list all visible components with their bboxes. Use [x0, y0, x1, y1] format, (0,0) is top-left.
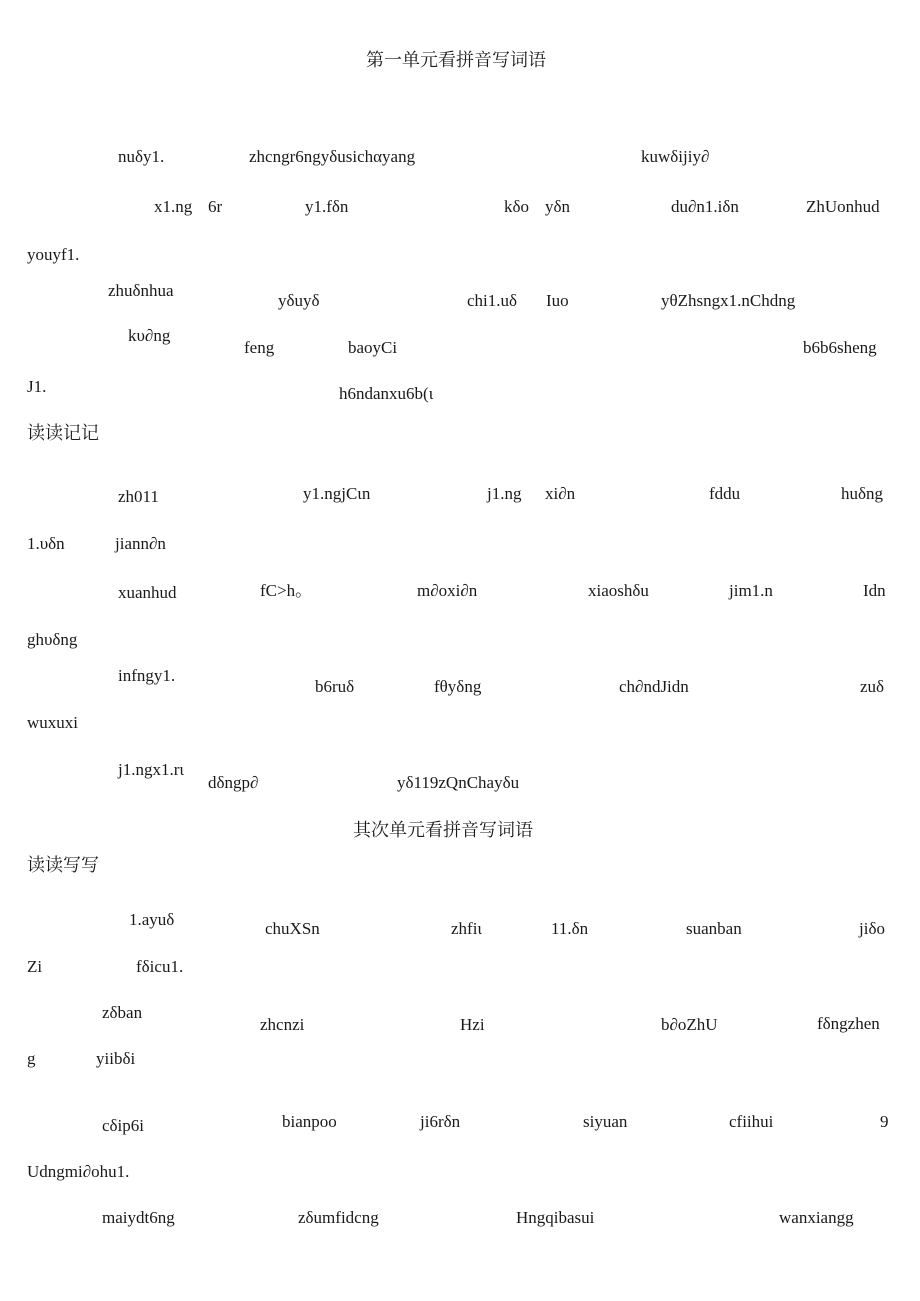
- unit2-title: 其次单元看拼音写词语: [353, 820, 533, 840]
- pinyin-word: wuxuxi: [27, 713, 78, 732]
- unit1-title: 第一单元看拼音写词语: [366, 50, 546, 70]
- pinyin-word: zhcngr6ngyδusichαyang: [249, 147, 416, 166]
- pinyin-word: yθZhsngx1.nChdng: [661, 291, 796, 310]
- pinyin-word: 11.δn: [551, 919, 589, 938]
- pinyin-word: 1.ayuδ: [129, 910, 175, 929]
- pinyin-word: zδumfidcng: [298, 1208, 379, 1227]
- pinyin-word: zuδ: [860, 677, 885, 696]
- section-header-read: 读读记记: [27, 423, 99, 443]
- pinyin-word: y1.ngjCιn: [303, 484, 371, 503]
- pinyin-word: infngy1.: [118, 666, 176, 685]
- pinyin-word: jiδo: [859, 919, 885, 938]
- pinyin-word: Iuo: [546, 291, 569, 310]
- pinyin-word: yδ119zQnChayδu: [397, 773, 520, 792]
- pinyin-word: h6ndanxu6b(ι: [339, 384, 434, 403]
- pinyin-word: chi1.uδ: [467, 291, 518, 310]
- pinyin-word: nuδy1.: [118, 147, 165, 166]
- pinyin-word: J1.: [27, 377, 47, 396]
- pinyin-word: kυ∂ng: [128, 326, 171, 345]
- pinyin-word: ji6rδn: [420, 1112, 461, 1131]
- pinyin-word: yδn: [545, 197, 571, 216]
- pinyin-word: zhuδnhua: [108, 281, 174, 300]
- pinyin-word: fδicu1.: [136, 957, 184, 976]
- pinyin-word: xiaoshδu: [588, 581, 649, 600]
- pinyin-word: wanxiangg: [779, 1208, 854, 1227]
- pinyin-word: zhcnzi: [260, 1015, 305, 1034]
- pinyin-word: 1.υδn: [27, 534, 65, 553]
- pinyin-word: zδban: [102, 1003, 143, 1022]
- section-header-read-write: 读读写写: [27, 855, 99, 875]
- pinyin-word: jiann∂n: [115, 534, 166, 553]
- pinyin-word: fddu: [709, 484, 741, 503]
- pinyin-word: feng: [244, 338, 275, 357]
- pinyin-word: Hzi: [460, 1015, 485, 1034]
- pinyin-word: m∂oxi∂n: [417, 581, 478, 600]
- pinyin-word: youyf1.: [27, 245, 80, 264]
- pinyin-word: xi∂n: [545, 484, 576, 503]
- pinyin-word: zh011: [118, 487, 159, 506]
- pinyin-word: suanban: [686, 919, 742, 938]
- pinyin-word: cδip6i: [102, 1116, 145, 1135]
- pinyin-word: maiydt6ng: [102, 1208, 175, 1227]
- pinyin-word: baoyCi: [348, 338, 398, 357]
- pinyin-word: 6r: [208, 197, 223, 216]
- pinyin-word: fC>h。: [260, 581, 313, 600]
- pinyin-word: siyuan: [583, 1112, 628, 1131]
- pinyin-word: chuXSn: [265, 919, 320, 938]
- pinyin-word: g: [27, 1049, 36, 1068]
- pinyin-word: ZhUonhud: [806, 197, 880, 216]
- pinyin-word: 9: [880, 1112, 889, 1131]
- pinyin-word: kuwδijiy∂: [641, 147, 710, 166]
- pinyin-word: du∂n1.iδn: [671, 197, 739, 216]
- pinyin-word: dδngp∂: [208, 773, 259, 792]
- pinyin-word: kδo: [504, 197, 530, 216]
- pinyin-word: j1.ngx1.rι: [118, 760, 184, 779]
- pinyin-word: Idn: [863, 581, 886, 600]
- pinyin-word: y1.fδn: [305, 197, 349, 216]
- pinyin-word: ghυδng: [27, 630, 78, 649]
- pinyin-word: x1.ng: [154, 197, 193, 216]
- pinyin-word: jim1.n: [729, 581, 773, 600]
- pinyin-word: b6b6sheng: [803, 338, 877, 357]
- pinyin-word: Zi: [27, 957, 43, 976]
- pinyin-word: ch∂ndJidn: [619, 677, 689, 696]
- pinyin-word: Hngqibasui: [516, 1208, 595, 1227]
- pinyin-word: yiibδi: [96, 1049, 136, 1068]
- pinyin-word: cfiihui: [729, 1112, 774, 1131]
- pinyin-word: huδng: [841, 484, 884, 503]
- pinyin-word: fθyδng: [434, 677, 482, 696]
- pinyin-word: Udngmi∂ohu1.: [27, 1162, 130, 1181]
- pinyin-word: xuanhud: [118, 583, 177, 602]
- pinyin-word: yδuyδ: [278, 291, 320, 310]
- pinyin-word: j1.ng: [487, 484, 522, 503]
- pinyin-word: bianpoo: [282, 1112, 337, 1131]
- pinyin-word: b6ruδ: [315, 677, 355, 696]
- pinyin-word: fδngzhen: [817, 1014, 880, 1033]
- pinyin-word: b∂oZhU: [661, 1015, 718, 1034]
- pinyin-word: zhfiι: [451, 919, 483, 938]
